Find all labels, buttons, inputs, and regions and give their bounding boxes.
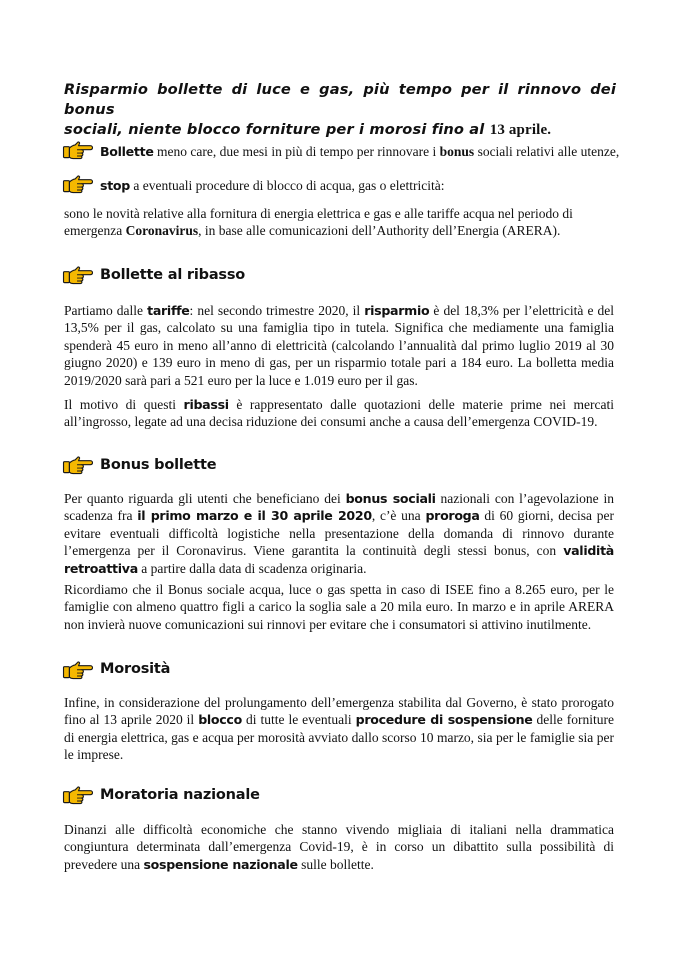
section-1-paragraph-2: Il motivo di questi ribassi è rappresentato dalle quotazioni delle materie prime nei mercati all’ingrosso, legate ad una decisa riduzione dei consumi anche a causa dell’emergenza COVID-19.: [64, 397, 615, 430]
pointing-hand-icon: [62, 455, 94, 475]
intro-paragraph: sono le novità relative alla fornitura di energia elettrica e gas e alle tariffe acqua nel periodo di emergenza Coronavirus, in base alle comunicazioni dell’Authority dell’Energia (ARERA).: [64, 206, 573, 239]
title-line-1: Risparmio bollette di luce e gas, più tempo per il rinnovo dei bonus: [64, 81, 616, 118]
section-3-paragraph-1: Infine, in considerazione del prolungamento dell’emergenza stabilita dal Governo, è stato prorogato fino al 13 aprile 2020 il blocco di tutte le eventuali procedure di sospensione delle forniture di energia elettrica, gas e acqua per morosità avviato dallo scorso 10 marzo, sia per le famiglie sia per le imprese.: [64, 695, 615, 763]
intro-item-stop: stop a eventuali procedure di blocco di acqua, gas o elettricità:: [100, 178, 445, 193]
pointing-hand-icon: [62, 660, 94, 680]
section-4-paragraph-1: Dinanzi alle difficoltà economiche che stanno vivendo migliaia di italiani nella drammatica congiuntura determinata dall’emergenza Covid-19, è in corso un dibattito sulla possibilità di prevedere una sospensione nazionale sulle bollette.: [64, 822, 614, 872]
section-heading-bonus-bollette: Bonus bollette: [100, 457, 217, 473]
title-line-2: sociali, niente blocco forniture per i morosi fino al 13 aprile.: [64, 121, 552, 138]
page-title: [64, 80, 616, 140]
pointing-hand-icon: [62, 174, 94, 194]
section-1-paragraph-1: Partiamo dalle tariffe: nel secondo trimestre 2020, il risparmio è del 18,3% per l’elettricità e del 13,5% per il gas, calcolato su una famiglia tipo in tutela. Significa che mediamente una famiglia spenderà 45 euro in meno all’anno di elettricità (calcolando l’annualità dal primo luglio 2019 al 30 giugno 2020) e 139 euro in meno di gas, per un risparmio totale pari a 184 euro. La bolletta media 2019/2020 sarà pari a 521 euro per la luce e 1.019 euro per il gas.: [64, 303, 614, 388]
pointing-hand-icon: [62, 140, 94, 160]
section-heading-moratoria-nazionale: Moratoria nazionale: [100, 787, 260, 803]
intro-item-bollette: Bollette meno care, due mesi in più di tempo per rinnovare i bonus sociali relativi alle utenze,: [100, 144, 620, 159]
pointing-hand-icon: [62, 265, 94, 285]
section-2-paragraph-2: Ricordiamo che il Bonus sociale acqua, luce o gas spetta in caso di ISEE fino a 8.265 euro, per le famiglie con almeno quattro figli a carico la soglia sale a 20 mila euro. In marzo e in aprile ARERA non invierà nuove comunicazioni sui rinnovi per evitare che i consumatori si attivino inutilmente.: [64, 582, 614, 632]
section-2-paragraph-1: Per quanto riguarda gli utenti che beneficiano dei bonus sociali nazionali con l’agevolazione in scadenza fra il primo marzo e il 30 aprile 2020, c’è una proroga di 60 giorni, decisa per evitare eventuali difficoltà logistiche nella presentazione della domanda di rinnovo durante l’emergenza per il Coronavirus. Viene garantita la continuità degli stessi bonus, con validità retroattiva a partire dalla data di scadenza originaria.: [64, 491, 614, 576]
section-heading-morosita: Morosità: [100, 661, 171, 677]
section-heading-bollette-ribasso: Bollette al ribasso: [100, 267, 246, 283]
pointing-hand-icon: [62, 785, 94, 805]
